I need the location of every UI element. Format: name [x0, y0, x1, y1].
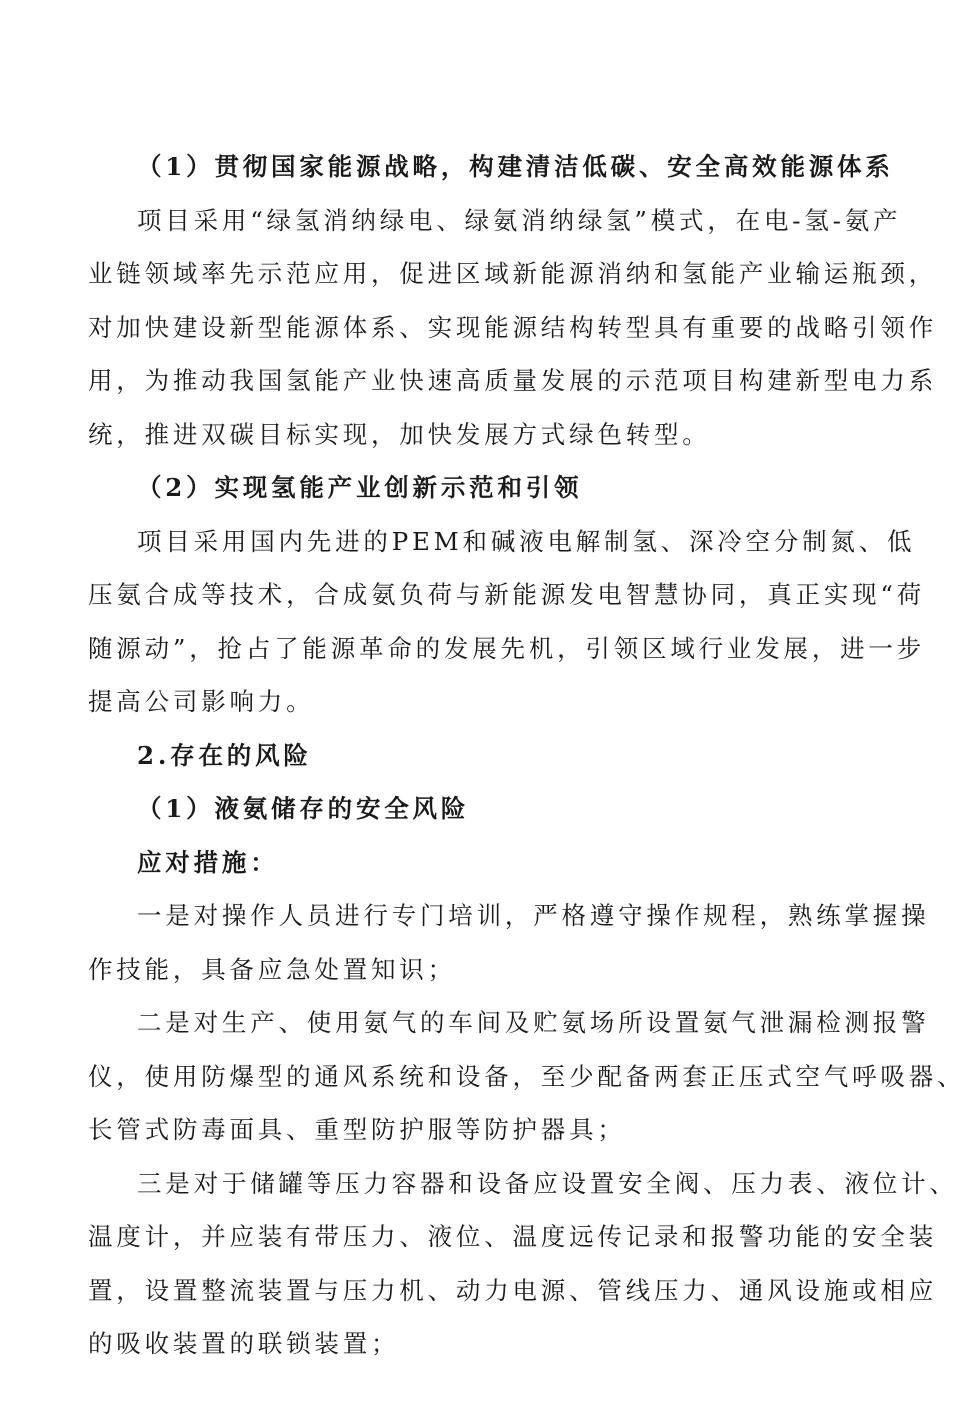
text-line: 一是对操作人员进行专门培训，严格遵守操作规程，熟练掌握操	[137, 901, 930, 930]
text-line: 对加快建设新型能源体系、实现能源结构转型具有重要的战略引领作	[88, 312, 937, 342]
text-line: 长管式防毒面具、重型防护服等防护器具；	[88, 1115, 626, 1144]
paragraph-1	[88, 194, 937, 462]
section-heading-1: （1）贯彻国家能源战略，构建清洁低碳、安全高效能源体系	[137, 152, 894, 181]
text-line: 压氨合成等技术，合成氨负荷与新能源发电智慧协同，真正实现“荷	[88, 580, 926, 609]
text-line: 项目采用国内先进的PEM和碱液电解制氢、深冷空分制氮、低	[137, 526, 916, 556]
text-line: 三是对于储罐等压力容器和设备应设置安全阀、压力表、液位计、	[137, 1168, 958, 1198]
risk-1-heading: （1）液氨储存的安全风险	[137, 794, 470, 823]
text-line: 的吸收装置的联锁装置；	[88, 1329, 400, 1358]
text-line: 温度计，并应装有带压力、液位、温度远传记录和报警功能的安全装	[88, 1222, 937, 1251]
text-line: 项目采用“绿氢消纳绿电、绿氨消纳绿氢”模式，在电-氢-氨产	[137, 205, 902, 235]
text-line: 仪，使用防爆型的通风系统和设备，至少配备两套正压式空气呼吸器、	[88, 1061, 965, 1091]
text-line: 随源动”，抢占了能源革命的发展先机，引领区域行业发展，进一步	[88, 633, 926, 663]
measure-3	[88, 1157, 958, 1371]
text-line: 作技能，具备应急处置知识；	[88, 954, 456, 984]
text-line: 用，为推动我国氢能产业快速高质量发展的示范项目构建新型电力系	[88, 366, 937, 395]
text-line: 业链领域率先示范应用，促进区域新能源消纳和氢能产业输运瓶颈，	[88, 259, 937, 288]
measure-1	[88, 889, 930, 996]
risk-heading: 2.存在的风险	[137, 740, 312, 770]
measures-heading: 应对措施：	[137, 847, 279, 877]
text-line: 二是对生产、使用氨气的车间及贮氨场所设置氨气泄漏检测报警	[137, 1008, 930, 1037]
measure-2	[88, 996, 965, 1157]
text-line: 统，推进双碳目标实现，加快发展方式绿色转型。	[88, 419, 711, 449]
text-line: 置，设置整流装置与压力机、动力电源、管线压力、通风设施或相应	[88, 1275, 937, 1305]
section-heading-2: （2）实现氢能产业创新示范和引领	[137, 473, 583, 502]
text-line: 提高公司影响力。	[88, 687, 315, 716]
paragraph-2	[88, 515, 926, 729]
